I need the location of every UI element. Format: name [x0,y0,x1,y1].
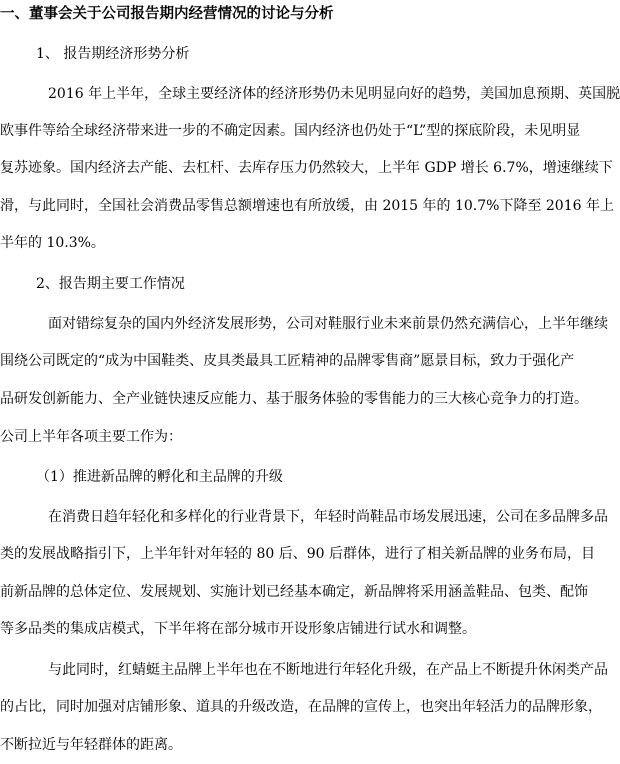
paragraph-line: 品研发创新能力、全产业链快速反应能力、基于服务体验的零售能力的三大核心竞争力的打造。 [0,391,588,407]
paragraph-line: 前新品牌的总体定位、发展规划、实施计划已经基本确定，新品牌将采用涵盖鞋品、包类、配饰 [0,584,588,600]
paragraph-line: 面对错综复杂的国内外经济发展形势，公司对鞋服行业未来前景仍然充满信心，上半年继续 [48,316,608,332]
paragraph-line: 滑，与此同时，全国社会消费品零售总额增速也有所放缓，由 2015 年的 10.7%下降至 2016 年上 [0,198,614,214]
paragraph-line: 不断拉近与年轻群体的距离。 [0,737,182,753]
paragraph-line: 围绕公司既定的“成为中国鞋类、皮具类最具工匠精神的品牌零售商”愿景目标，致力于强化产 [0,353,575,369]
paragraph-line: 2016 年上半年，全球主要经济体的经济形势仍未见明显向好的趋势，美国加息预期、英国脱 [48,86,620,102]
paragraph-line: 半年的 10.3%。 [0,235,105,251]
paragraph-line: 公司上半年各项主要工作为： [0,429,182,445]
subsection-title-brand: （1）推进新品牌的孵化和主品牌的升级 [36,469,283,485]
paragraph-line: 等多品类的集成店模式，下半年将在部分城市开设形象店铺进行试水和调整。 [0,621,476,637]
heading-discussion: 一、董事会关于公司报告期内经营情况的讨论与分析 [0,5,334,22]
paragraph-line: 在消费日趋年轻化和多样化的行业背景下，年轻时尚鞋品市场发展迅速，公司在多品牌多品 [48,509,608,525]
section-title-economy: 1、 报告期经济形势分析 [36,46,190,62]
paragraph-line: 类的发展战略指引下，上半年针对年轻的 80 后、90 后群体，进行了相关新品牌的业务布局，目 [0,546,595,562]
paragraph-line: 欧事件等给全球经济带来进一步的不确定因素。国内经济也仍处于“L”型的探底阶段，未见明显 [0,123,581,139]
paragraph-line: 复苏迹象。国内经济去产能、去杠杆、去库存压力仍然较大，上半年 GDP 增长 6.7%，增速继续下 [0,160,613,176]
section-title-work: 2、报告期主要工作情况 [36,276,185,292]
paragraph-line: 的占比，同时加强对店铺形象、道具的升级改造，在品牌的宣传上，也突出年轻活力的品牌形象， [0,699,602,715]
paragraph-line: 与此同时，红蜻蜓主品牌上半年也在不断地进行年轻化升级，在产品上不断提升休闲类产品 [48,662,608,678]
